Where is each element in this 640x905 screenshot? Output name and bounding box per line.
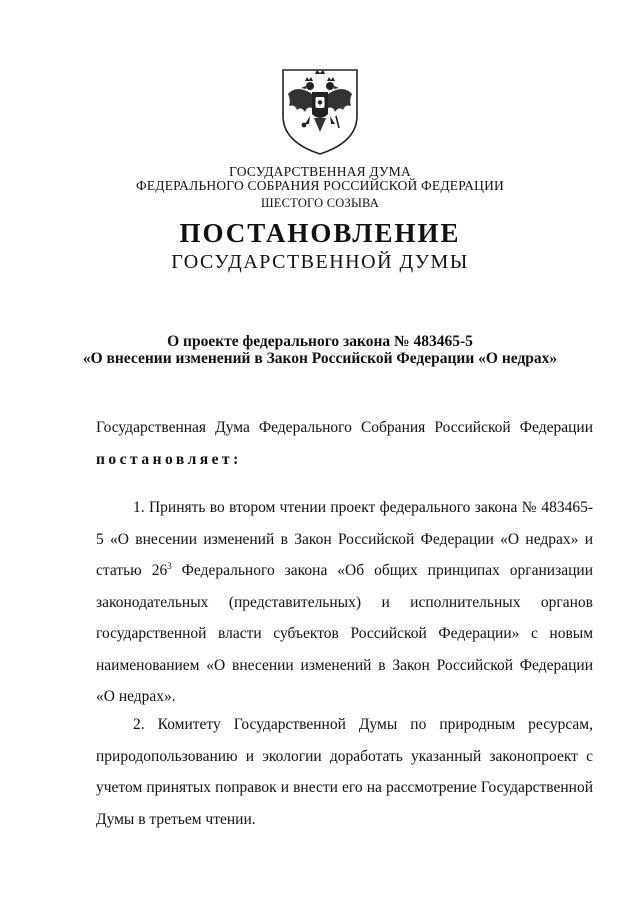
intro-text: Государственная Дума Федерального Собрания Российской Федерации [96,419,593,436]
header-convocation: ШЕСТОГО СОЗЫВА [260,196,380,210]
subject-line-2: «О внесении изменений в Закон Российской Федерации «О недрах» [82,350,558,367]
subject-line-1: О проекте федерального закона № 483465-5 [167,333,473,350]
document-issuer-title: ГОСУДАРСТВЕННОЙ ДУМЫ [171,251,469,273]
intro-verb: постановляет: [96,450,242,468]
point-2-paragraph: 2. Комитету Государственной Думы по природным ресурсам, природопользованию и экологии доработать указанный законопроект с учетом принятых поправок и внести его на рассмотрение Государственной Думы в третьем чтении. [96,716,593,828]
header-federal-assembly: ФЕДЕРАЛЬНОГО СОБРАНИЯ РОССИЙСКОЙ ФЕДЕРАЦИИ [136,178,504,193]
point-1-text-b: Федерального закона «Об общих принципах организации законодательных (представительных) и исполнительных органов государственной власти субъектов Российской Федерации» с новым наименованием «О внесении изменений в Закон Российской Федерации «О недрах». [96,562,593,705]
russian-coat-of-arms-icon [279,64,361,156]
point-1-superscript: 3 [167,560,172,571]
intro-paragraph [96,412,593,475]
point-1-text-a: 1. Принять во втором чтении проект федерального закона № 483465-5 «О внесении изменений в Закон Российской Федерации «О недрах» и статью 26 [96,499,593,579]
point-1-paragraph [96,492,593,713]
header-duma: ГОСУДАРСТВЕННАЯ ДУМА [229,164,411,179]
document-type-title: ПОСТАНОВЛЕНИЕ [179,218,461,248]
